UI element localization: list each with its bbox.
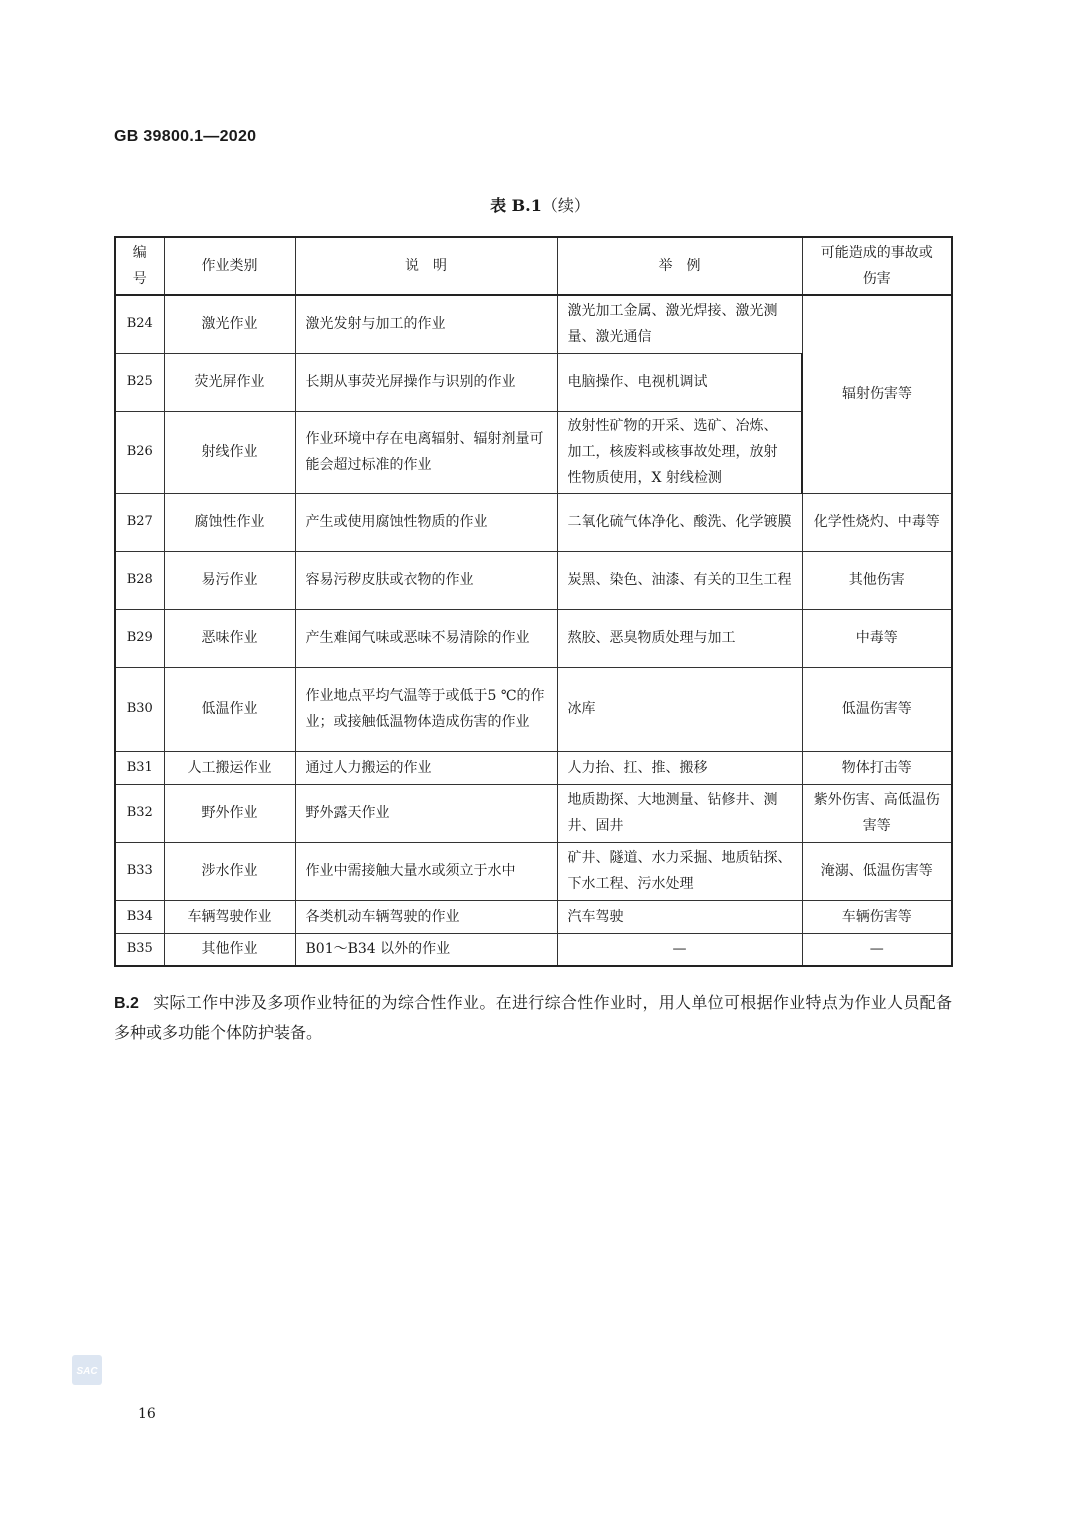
row-description: 作业地点平均气温等于或低于5 ℃的作业；或接触低温物体造成伤害的作业 xyxy=(295,667,557,751)
row-category: 荧光屏作业 xyxy=(164,353,295,411)
row-description: 各类机动车辆驾驶的作业 xyxy=(295,900,557,933)
row-example: 放射性矿物的开采、选矿、冶炼、加工，核废料或核事故处理，放射性物质使用，X 射线检测 xyxy=(557,411,802,493)
row-category: 射线作业 xyxy=(164,411,295,493)
table-row xyxy=(115,609,952,667)
row-harm: — xyxy=(802,933,952,966)
row-example: 二氧化硫气体净化、酸洗、化学镀膜 xyxy=(557,493,802,551)
row-num: B24 xyxy=(115,295,164,353)
row-example: 激光加工金属、激光焊接、激光测量、激光通信 xyxy=(557,295,802,353)
row-num: B32 xyxy=(115,784,164,842)
row-category: 低温作业 xyxy=(164,667,295,751)
row-category: 激光作业 xyxy=(164,295,295,353)
page-number: 16 xyxy=(138,1406,156,1422)
row-description: 容易污秽皮肤或衣物的作业 xyxy=(295,551,557,609)
sac-logo-text: SAC xyxy=(76,1366,98,1377)
row-description: 长期从事荧光屏操作与识别的作业 xyxy=(295,353,557,411)
header-harm: 可能造成的事故或伤害 xyxy=(802,237,952,295)
row-num: B28 xyxy=(115,551,164,609)
row-example: 汽车驾驶 xyxy=(557,900,802,933)
row-harm: 低温伤害等 xyxy=(802,667,952,751)
row-num: B34 xyxy=(115,900,164,933)
row-num: B26 xyxy=(115,411,164,493)
row-example: 地质勘探、大地测量、钻修井、测井、固井 xyxy=(557,784,802,842)
row-num: B29 xyxy=(115,609,164,667)
work-category-table xyxy=(114,236,953,967)
row-example: 矿井、隧道、水力采掘、地质钻探、下水工程、污水处理 xyxy=(557,842,802,900)
row-category: 车辆驾驶作业 xyxy=(164,900,295,933)
table-header-row xyxy=(115,237,952,295)
table-row xyxy=(115,667,952,751)
header-description: 说 明 xyxy=(295,237,557,295)
row-category: 腐蚀性作业 xyxy=(164,493,295,551)
row-harm: 车辆伤害等 xyxy=(802,900,952,933)
table-title xyxy=(0,193,1080,216)
table-row xyxy=(115,933,952,966)
row-category: 野外作业 xyxy=(164,784,295,842)
row-num: B27 xyxy=(115,493,164,551)
table-title-label: 表 B.1 xyxy=(490,196,542,215)
row-harm: 其他伤害 xyxy=(802,551,952,609)
row-example: — xyxy=(557,933,802,966)
header-num: 编号 xyxy=(115,237,164,295)
row-harm: 紫外伤害、高低温伤害等 xyxy=(802,784,952,842)
row-num: B33 xyxy=(115,842,164,900)
row-harm: 化学性烧灼、中毒等 xyxy=(802,493,952,551)
table-row xyxy=(115,751,952,784)
row-description: 通过人力搬运的作业 xyxy=(295,751,557,784)
sac-logo-icon xyxy=(72,1355,102,1385)
row-description: 作业中需接触大量水或须立于水中 xyxy=(295,842,557,900)
table-row xyxy=(115,900,952,933)
clause-b2 xyxy=(114,988,952,1047)
row-example: 熬胶、恶臭物质处理与加工 xyxy=(557,609,802,667)
clause-text: 实际工作中涉及多项作业特征的为综合性作业。在进行综合性作业时，用人单位可根据作业特点为作业人员配备多种或多功能个体防护装备。 xyxy=(114,993,952,1042)
row-example: 炭黑、染色、油漆、有关的卫生工程 xyxy=(557,551,802,609)
row-category: 易污作业 xyxy=(164,551,295,609)
row-harm: 物体打击等 xyxy=(802,751,952,784)
table-row xyxy=(115,784,952,842)
header-category: 作业类别 xyxy=(164,237,295,295)
header-example: 举 例 xyxy=(557,237,802,295)
row-category: 涉水作业 xyxy=(164,842,295,900)
row-example: 人力抬、扛、推、搬移 xyxy=(557,751,802,784)
row-num: B35 xyxy=(115,933,164,966)
row-description: 作业环境中存在电离辐射、辐射剂量可能会超过标准的作业 xyxy=(295,411,557,493)
row-num: B25 xyxy=(115,353,164,411)
row-example: 冰库 xyxy=(557,667,802,751)
standard-code: GB 39800.1—2020 xyxy=(114,128,257,145)
row-example: 电脑操作、电视机调试 xyxy=(557,353,802,411)
table-title-continued: （续） xyxy=(541,196,590,215)
row-description: B01～B34 以外的作业 xyxy=(295,933,557,966)
row-description: 产生难闻气味或恶味不易清除的作业 xyxy=(295,609,557,667)
table-row xyxy=(115,295,952,353)
row-description: 激光发射与加工的作业 xyxy=(295,295,557,353)
row-harm-merged: 辐射伤害等 xyxy=(802,295,952,493)
table-row xyxy=(115,551,952,609)
row-category: 恶味作业 xyxy=(164,609,295,667)
row-harm: 中毒等 xyxy=(802,609,952,667)
row-category: 其他作业 xyxy=(164,933,295,966)
row-num: B31 xyxy=(115,751,164,784)
row-harm: 淹溺、低温伤害等 xyxy=(802,842,952,900)
row-description: 野外露天作业 xyxy=(295,784,557,842)
row-num: B30 xyxy=(115,667,164,751)
clause-number: B.2 xyxy=(114,995,139,1012)
table-row xyxy=(115,842,952,900)
row-description: 产生或使用腐蚀性物质的作业 xyxy=(295,493,557,551)
table-row xyxy=(115,493,952,551)
row-category: 人工搬运作业 xyxy=(164,751,295,784)
